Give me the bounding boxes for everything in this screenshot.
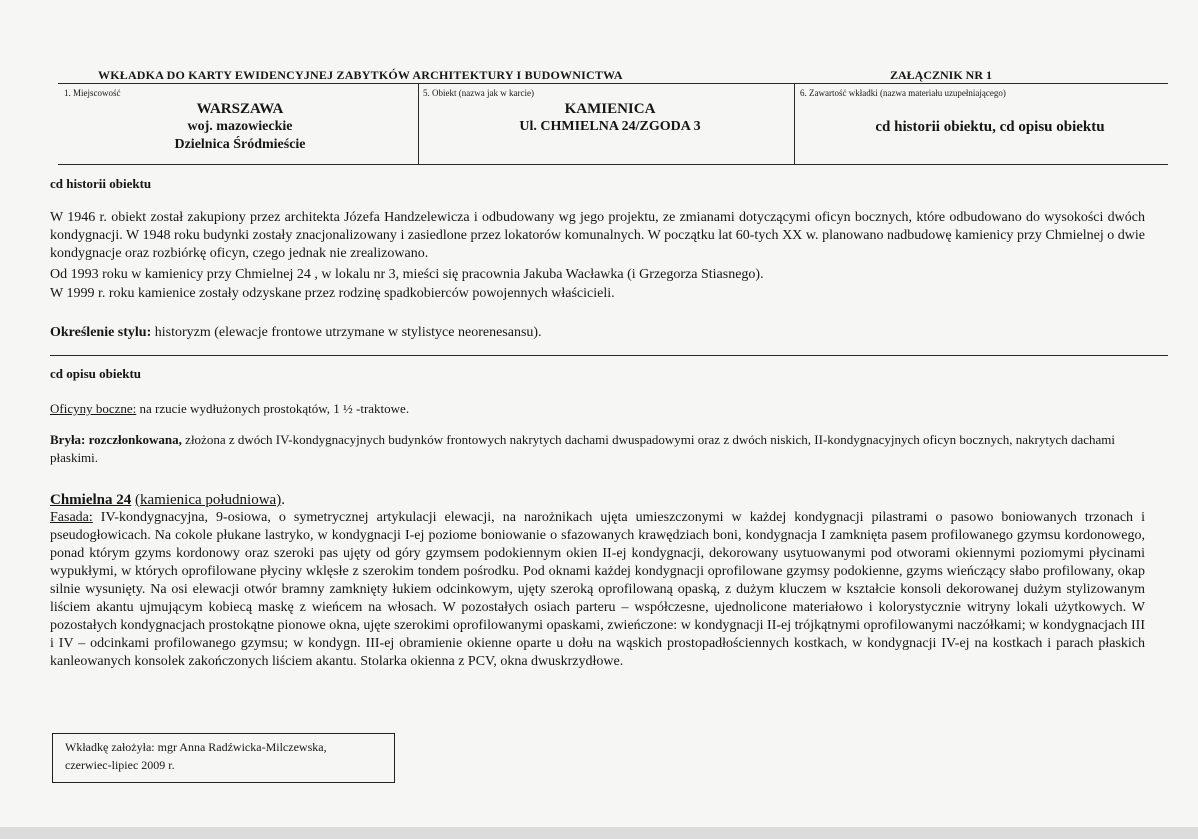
- document-title: WKŁADKA DO KARTY EWIDENCYJNEJ ZABYTKÓW ARCHITEKTURY I BUDOWNICTWA: [98, 68, 623, 82]
- object-label: 5. Obiekt (nazwa jak w karcie): [423, 88, 534, 98]
- description-heading: cd opisu obiektu: [50, 366, 142, 381]
- header-divider-2: [794, 84, 795, 164]
- bryla-text: złożona z dwóch IV-kondygnacyjnych budynków frontowych nakrytych dachami dwuspadowymi oraz z dwóch niskich, II-kondygnacyjnych oficyn bocznych, nakrytych dachami płaskimi.: [50, 432, 1116, 465]
- style-line: [50, 324, 1145, 342]
- history-paragraph-3: W 1999 r. roku kamienice zostały odzyskane przez rodzinę spadkobierców powojennych właścicieli.: [50, 286, 615, 301]
- header-top-rule: [58, 83, 1168, 84]
- author-date: czerwiec-lipiec 2009 r.: [65, 758, 175, 772]
- chmielna-heading: [50, 491, 1145, 509]
- history-heading: cd historii obiektu: [50, 176, 152, 191]
- author-line: Wkładkę założyła: mgr Anna Radźwicka-Milczewska,: [65, 740, 327, 754]
- object-type: KAMIENICA: [564, 101, 656, 117]
- header-bottom-rule: [58, 164, 1168, 165]
- author-box: [52, 733, 395, 783]
- contents-label: 6. Zawartość wkładki (nazwa materiału uzupełniającego): [800, 88, 1006, 98]
- header-divider-1: [418, 84, 419, 164]
- history-paragraph-2: Od 1993 roku w kamienicy przy Chmielnej 24 , w lokalu nr 3, mieści się pracownia Jakuba Wacławka (i Grzegorza Stiasnego).: [50, 267, 764, 282]
- annex-number: ZAŁĄCZNIK NR 1: [890, 68, 993, 82]
- fasada-label: Fasada:: [50, 510, 93, 525]
- scan-bottom-edge: [0, 827, 1198, 839]
- chmielna-dot: .: [281, 492, 285, 508]
- object-block: [470, 100, 750, 136]
- location-label: 1. Miejscowość: [64, 88, 121, 98]
- location-block: [130, 100, 350, 154]
- section-divider: [50, 355, 1168, 356]
- chmielna-label: Chmielna 24: [50, 492, 132, 508]
- oficyny-label: Oficyny boczne:: [50, 401, 137, 416]
- style-label: Określenie stylu:: [50, 325, 152, 340]
- style-text: historyzm (elewacje frontowe utrzymane w stylistyce neorenesansu).: [151, 325, 542, 340]
- fasada-paragraph: [50, 509, 1145, 671]
- contents-value: cd historii obiektu, cd opisu obiektu: [875, 119, 1105, 135]
- bryla-label: Bryła: rozczłonkowana,: [50, 432, 182, 447]
- object-address: Ul. CHMIELNA 24/ZGODA 3: [519, 119, 701, 134]
- fasada-text: IV-kondygnacyjna, 9-osiowa, o symetrycznej artykulacji elewacji, na narożnikach ujęta umieszczonymi w każdej kondygnacji pilastrami o pasowo boniowanych trzonach i pseudogłowicach. Na cokole płukane lastryko, w kondygnacji I-ej poziome boniowanie o sfazowanych krawędziach boni, kondygnacja I zamknięta pasem profilowanego gzymsu kordonowego, ponad którym gzyms kordonowy oraz szeroki pas ujęty od góry gzymsem podokiennym okien II-ej kondygnacji, dekorowany usytuowanymi pod otworami okiennymi poziomymi płycinami wypukłymi, w których oprofilowane płyciny wklęsłe z szerokim tondem pośrodku. Pod oknami każdej kondygnacji oprofilowane gzymsy podokienne, gzyms wieńczący słabo profilowany, okap silnie wysunięty. Na osi elewacji otwór bramny zamknięty łukiem odcinkowym, ujęty szeroką oprofilowaną opaską, z dużym kluczem w kształcie konsoli dekorowanej dużym stylizowanym liściem akantu ujmującym kobiecą maskę z wieńcem na włosach. W pozostałych osiach parteru – współczesne, ujednolicone materiałowo i kolorystycznie witryny lokali użytkowych. W pozostałych kondygnacjach prostokątne pionowe okna, ujęte szerokimi oprofilowanymi opaskami, zwieńczone: w kondygnacji II-ej trójkątnymi oprofilowanymi naczółkami; w kondygnacjach III i IV – odcinkami profilowanego gzymsu; w kondygn. III-ej obramienie okienne oparte u dołu na wąskich prostopadłościennych kostkach, w kondygnacji IV-ej na kostkach i parach płaskich kanleowanych konsolek zakończonych liściem akantu. Stolarka okienna z PCV, okna dwuskrzydłowe.: [50, 510, 1145, 669]
- oficyny-line: [50, 400, 1145, 418]
- oficyny-text: na rzucie wydłużonych prostokątów, 1 ½ -traktowe.: [136, 401, 410, 416]
- location-district: Dzielnica Śródmieście: [174, 137, 306, 152]
- bryla-paragraph: [50, 431, 1145, 467]
- chmielna-paren: (kamienica południowa): [135, 492, 282, 508]
- history-paragraph-1: W 1946 r. obiekt został zakupiony przez architekta Józefa Handzelewicza i odbudowany wg jego projektu, ze zmianami dotyczącymi oficyn bocznych, które odbudowano do wysokości dwóch kondygnacji. W 1948 roku budynki zostały znacjonalizowany i zasiedlone przez lokatorów komunalnych. W początku lat 60-tych XX w. planowano nadbudowę kamienicy przy Chmielnej o dwie kondygnacje oraz rozbiórkę oficyn, czego jednak nie zrealizowano.: [50, 210, 1145, 261]
- location-city: WARSZAWA: [196, 101, 284, 117]
- location-voivodeship: woj. mazowieckie: [187, 119, 293, 134]
